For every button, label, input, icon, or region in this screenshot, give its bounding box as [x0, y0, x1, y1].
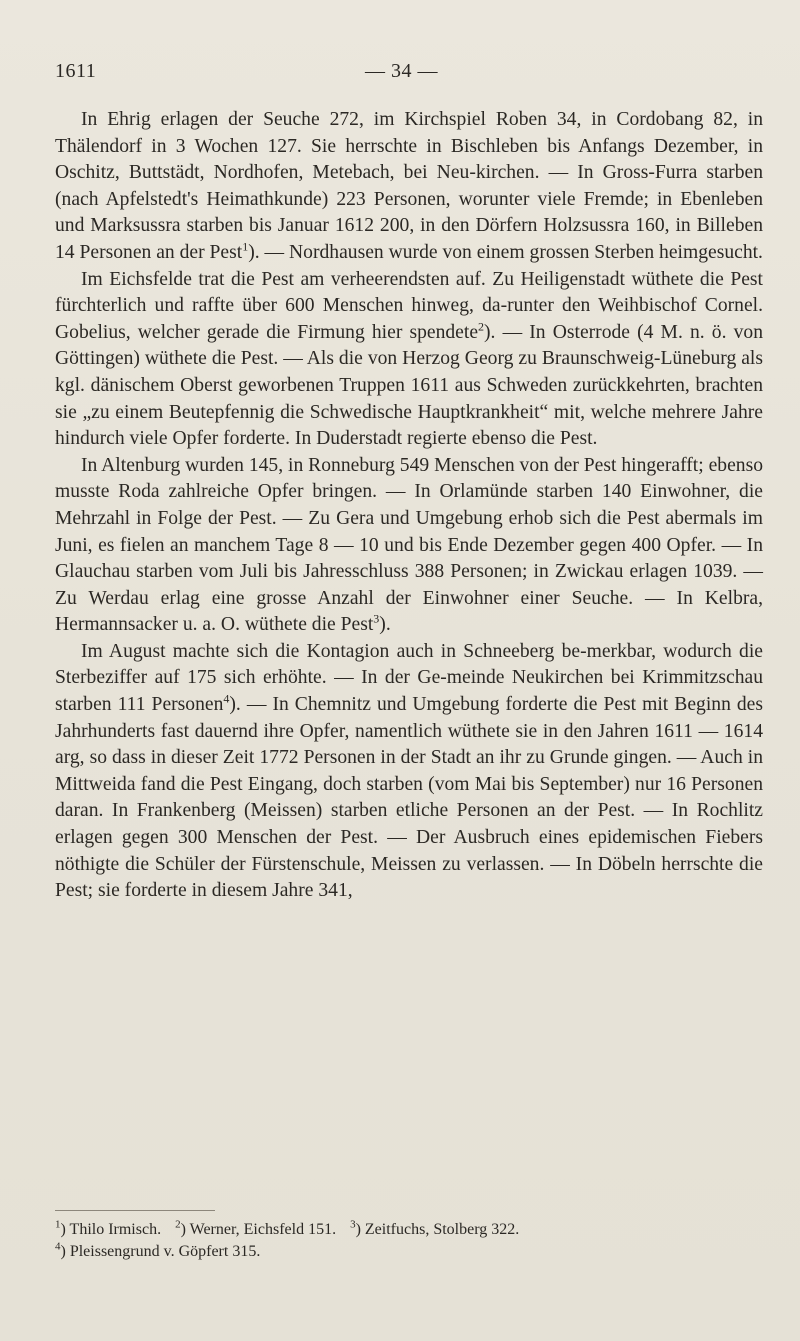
- footnote-ref: 2: [478, 319, 485, 334]
- paragraph-2: [55, 267, 763, 453]
- footnote-text: ) Pleissengrund v. Göpfert 315.: [60, 1243, 261, 1260]
- paragraph-1: [55, 107, 763, 267]
- header-year: 1611: [55, 60, 97, 82]
- footnote-2: [175, 1218, 337, 1238]
- paragraph-text: In Altenburg wurden 145, in Ronneburg 549 Menschen von der Pest hingerafft; ebenso musste Roda zahlreiche Opfer bringen. — In Orlamünde starben 140 Einwohner, die Mehrzahl in Folge der Pest. — Zu Gera und Umgebung erhob sich die Pest abermals im Juni, es fielen an manchem Tage 8 — 10 und bis Ende Dezember gegen 400 Opfer. — In Glauchau starben vom Juli bis Jahresschluss 388 Personen; in Zwickau erlagen 1039. — Zu Werdau erlag eine grosse Anzahl der Einwohner einer Seuche. — In Kelbra, Hermannsacker u. a. O. wüthete die Pest: [55, 454, 763, 636]
- footnotes: [55, 1219, 763, 1263]
- footnote-text: ) Thilo Irmisch.: [60, 1221, 162, 1238]
- footnote-mark: 4: [55, 1240, 61, 1253]
- paragraph-text: ). — In Chemnitz und Umgebung forderte die Pest mit Beginn des Jahrhunderts fast dauernd ihre Opfer, namentlich wüthete sie in den Jahren 1611 — 1614 arg, so dass in dieser Zeit 1772 Personen in der Stadt an ihr zu Grunde gingen. — Auch in Mittweida fand die Pest Eingang, doch starben (vom Mai bis September) nur 16 Personen daran. In Frankenberg (Meissen) starben etliche Personen an der Pest. — In Rochlitz erlagen gegen 300 Menschen der Pest. — Der Ausbruch eines epidemischen Fiebers nöthigte die Schüler der Fürstenschule, Meissen zu verlassen. — In Döbeln herrschte die Pest; sie forderte in diesem Jahre 341,: [55, 694, 763, 902]
- footnote-mark: 2: [175, 1218, 181, 1231]
- body-text: [55, 107, 763, 905]
- paragraph-text: Im August machte sich die Kontagion auch in Schneeberg be-merkbar, wodurch die Sterbeziffer auf 175 sich erhöhte. — In der Ge-meinde Neukirchen bei Krimmitzschau starben 111 Personen: [55, 640, 763, 716]
- footnote-ref: 1: [242, 239, 249, 254]
- paragraph-text: Im Eichsfelde trat die Pest am verheerendsten auf. Zu Heiligenstadt wüthete die Pest fürchterlich und raffte über 600 Menschen hinweg, da-runter den Weihbischof Cornel. Gobelius, welcher gerade die Firmung hier spendete: [55, 268, 763, 343]
- paragraph-text: ). — In Osterrode (4 M. n. ö. von Göttingen) wüthete die Pest. — Als die von Herzog Georg zu Braunschweig-Lüneburg als kgl. dänischem Oberst geworbenen Truppen 1611 aus Schweden zurückkehrten, brachten sie „zu einem Beutepfennig die Schwedische Hauptkrankheit“ mit, welche mehrere Jahre hindurch viele Opfer forderte. In Duderstadt regierte ebenso die Pest.: [55, 321, 763, 450]
- footnote-text: ) Zeitfuchs, Stolberg 322.: [355, 1221, 520, 1238]
- footnote-3: [350, 1218, 520, 1238]
- footnote-4: [55, 1240, 261, 1260]
- paragraph-text: ). — Nordhausen wurde von einem grossen Sterben heimgesucht.: [248, 241, 763, 263]
- running-head: [55, 60, 745, 84]
- paragraph-text: ).: [379, 614, 391, 636]
- footnote-ref: 4: [223, 691, 230, 706]
- paragraph-4: [55, 639, 763, 905]
- paragraph-3: [55, 453, 763, 639]
- footnote-mark: 1: [55, 1218, 61, 1231]
- paragraph-text: In Ehrig erlagen der Seuche 272, im Kirchspiel Roben 34, in Cordobang 82, in Thälendorf in 3 Wochen 127. Sie herrschte in Bischleben bis Anfangs Dezember, in Oschitz, Buttstädt, Nordhofen, Metebach, bei Neu-kirchen. — In Gross-Furra starben (nach Apfelstedt's Heimathkunde) 223 Personen, worunter viele Fremde; in Ebenleben und Marksussra starben bis Januar 1612 200, in den Dörfern Holzsussra 160, in Billeben 14 Personen an der Pest: [55, 109, 763, 263]
- page-number: — 34 —: [365, 60, 438, 82]
- footnote-line-2: [55, 1241, 763, 1263]
- footnote-ref: 3: [373, 611, 380, 626]
- footnote-mark: 3: [350, 1218, 356, 1231]
- footnote-text: ) Werner, Eichsfeld 151.: [180, 1221, 337, 1238]
- footnote-1: [55, 1218, 162, 1238]
- footnote-rule: [55, 1210, 215, 1211]
- footnote-line-1: [55, 1219, 763, 1241]
